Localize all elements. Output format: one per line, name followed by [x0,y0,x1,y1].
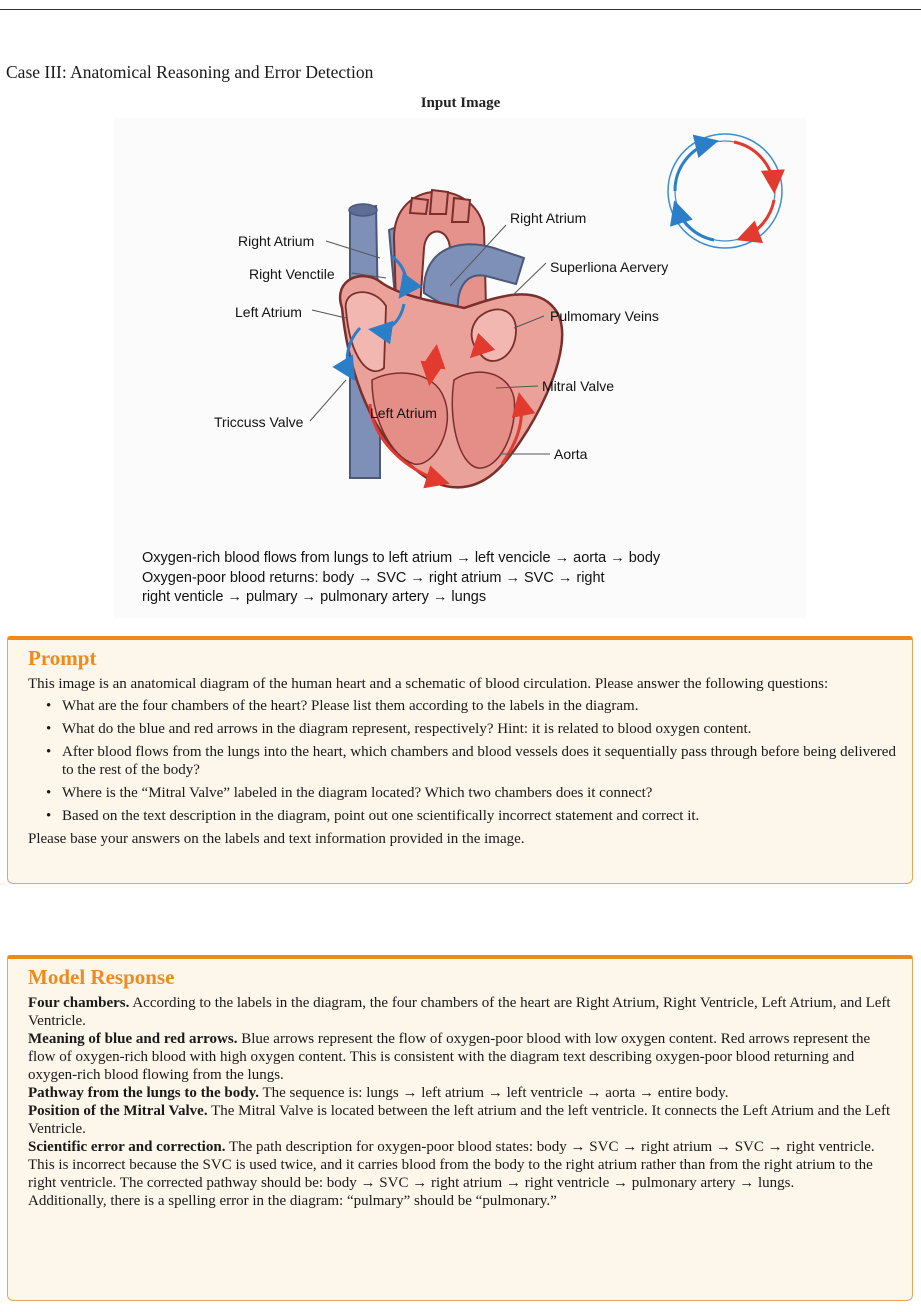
response-section [28,1030,898,1084]
label-right-atrium: Right Atrium [238,233,315,249]
section-heading: Four chambers. [28,995,130,1011]
section-heading: Position of the Mitral Valve. [28,1103,208,1119]
section-heading: Pathway from the lungs to the body. [28,1085,259,1101]
section-text: According to the labels in the diagram, the four chambers of the heart are Right Atrium, Right Ventricle, Left Atrium, and Left Ventricle. [28,995,891,1029]
heart-diagram-figure [114,118,806,618]
prompt-title: Prompt [28,646,97,670]
section-heading: Meaning of blue and red arrows. [28,1031,238,1047]
section-heading: Scientific error and correction. [28,1139,226,1155]
section-text: The sequence is: lungs → left atrium → left ventricle → aorta → entire body. [262,1085,729,1101]
label-left-atrium: Left Atrium [235,304,302,320]
label-aorta: Aorta [554,446,588,462]
case-title: Case III: Anatomical Reasoning and Error Detection [6,62,374,82]
top-rule [0,9,921,10]
caption-line: right venticle → pulmary → pulmonary artery → lungs [142,589,487,605]
prompt-question: • What do the blue and red arrows in the diagram represent, respectively? Hint: it is related to blood oxygen content. [46,720,898,738]
label-mitral-valve: Mitral Valve [542,378,615,394]
input-image-title: Input Image [420,95,501,111]
prompt-question: • What are the four chambers of the heart? Please list them according to the labels in the diagram. [46,697,898,715]
response-box [7,955,913,1301]
prompt-outro: Please base your answers on the labels and text information provided in the image. [28,831,525,847]
response-section [28,1138,898,1192]
label-left-atrium-center: Left Atrium [370,405,437,421]
prompt-intro: This image is an anatomical diagram of the human heart and a schematic of blood circulation. Please answer the following questions: [28,676,829,692]
response-section [28,1084,898,1102]
prompt-question-list [28,697,898,825]
section-text: The path description for oxygen-poor blood states: body → SVC → right atrium → SVC → right ventricle. This is incorrect because the SVC is used twice, and it carries blood from the body to the right atrium rather than from the right atrium to the right ventricle. The corrected pathway should be: body → SVC → right atrium → right ventricle → pulmonary artery → lungs. [28,1139,875,1191]
label-triccuss-valve: Triccuss Valve [214,414,304,430]
response-section [28,994,898,1030]
heart-illustration [114,118,806,618]
label-right-atrium-top: Right Atrium [510,210,587,226]
caption-line: Oxygen-rich blood flows from lungs to left atrium → left vencicle → aorta → body [142,550,661,566]
label-pulmomary-veins: Pulmomary Veins [550,308,659,324]
response-title: Model Response [28,965,175,989]
prompt-question: • Based on the text description in the diagram, point out one scientifically incorrect statement and correct it. [46,807,898,825]
prompt-box [7,636,913,884]
prompt-question: • Where is the “Mitral Valve” labeled in the diagram located? Which two chambers does it connect? [46,784,898,802]
label-right-venctile: Right Venctile [249,266,335,282]
response-closing: Additionally, there is a spelling error in the diagram: “pulmary” should be “pulmonary.” [28,1193,557,1209]
caption-line: Oxygen-poor blood returns: body → SVC → right atrium → SVC → right [142,570,605,586]
response-section [28,1102,898,1138]
prompt-question: • After blood flows from the lungs into the heart, which chambers and blood vessels does it sequentially pass through before being delivered to the rest of the body? [46,743,898,779]
label-superliona-aervery: Superliona Aervery [550,259,669,275]
circulation-ring [668,134,782,248]
section-text: Blue arrows represent the flow of oxygen-poor blood with low oxygen content. Red arrows represent the flow of oxygen-rich blood with high oxygen content. This is consistent with the diagram text describing oxygen-poor blood returning and oxygen-rich blood flowing from the lungs. [28,1031,871,1083]
section-text: The Mitral Valve is located between the left atrium and the left ventricle. It connects the Left Atrium and the Left Ventricle. [28,1103,891,1137]
